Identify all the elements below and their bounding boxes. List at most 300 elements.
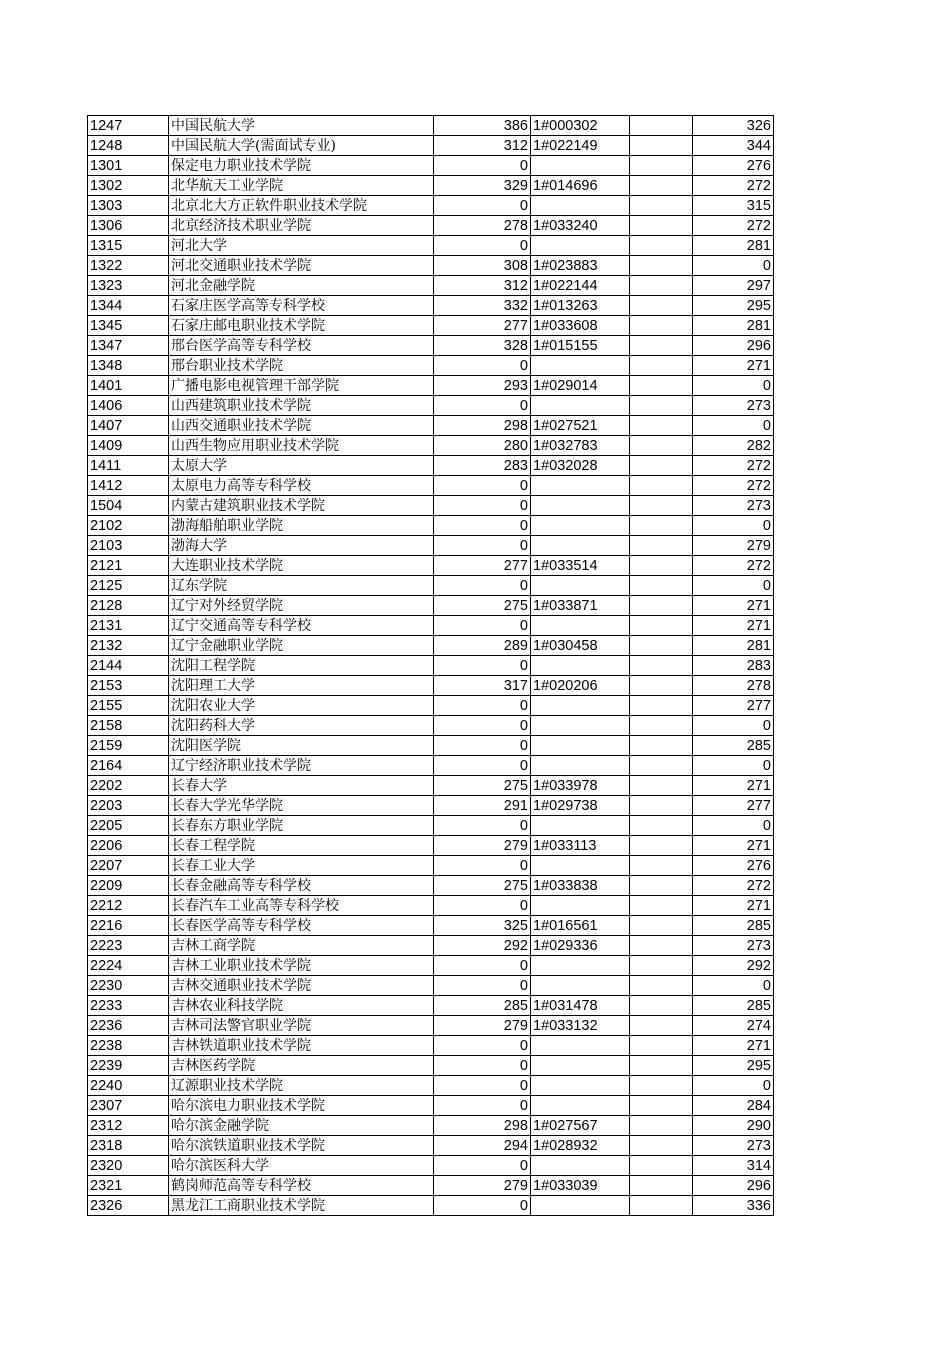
- table-row: [88, 196, 774, 216]
- last-score-cell: 0: [693, 756, 774, 776]
- blank-cell: [630, 776, 693, 796]
- score-cell: 0: [434, 816, 531, 836]
- last-score-cell: 285: [693, 736, 774, 756]
- last-score-cell: 271: [693, 616, 774, 636]
- school-name-cell: 沈阳医学院: [169, 736, 434, 756]
- score-cell: 0: [434, 356, 531, 376]
- last-score-cell: 0: [693, 816, 774, 836]
- last-score-cell: 292: [693, 956, 774, 976]
- blank-cell: [630, 976, 693, 996]
- school-name-cell: 辽宁交通高等专科学校: [169, 616, 434, 636]
- school-name-cell: 吉林工业职业技术学院: [169, 956, 434, 976]
- blank-cell: [630, 316, 693, 336]
- blank-cell: [630, 936, 693, 956]
- blank-cell: [630, 656, 693, 676]
- table-row: [88, 1176, 774, 1196]
- table-row: [88, 1016, 774, 1036]
- score-cell: 386: [434, 116, 531, 136]
- blank-cell: [630, 996, 693, 1016]
- school-name-cell: 广播电影电视管理干部学院: [169, 376, 434, 396]
- score-cell: 0: [434, 756, 531, 776]
- rank-cell: 1#033514: [531, 556, 630, 576]
- score-cell: 279: [434, 836, 531, 856]
- last-score-cell: 271: [693, 596, 774, 616]
- last-score-cell: 271: [693, 356, 774, 376]
- school-name-cell: 哈尔滨铁道职业技术学院: [169, 1136, 434, 1156]
- school-code-cell: 2125: [88, 576, 169, 596]
- rank-cell: 1#033608: [531, 316, 630, 336]
- rank-cell: [531, 816, 630, 836]
- table-row: [88, 736, 774, 756]
- score-cell: 0: [434, 156, 531, 176]
- score-cell: 0: [434, 1036, 531, 1056]
- last-score-cell: 297: [693, 276, 774, 296]
- table-row: [88, 856, 774, 876]
- blank-cell: [630, 876, 693, 896]
- table-row: [88, 436, 774, 456]
- school-name-cell: 吉林司法警官职业学院: [169, 1016, 434, 1036]
- school-code-cell: 1348: [88, 356, 169, 376]
- blank-cell: [630, 616, 693, 636]
- school-code-cell: 1247: [88, 116, 169, 136]
- school-name-cell: 辽东学院: [169, 576, 434, 596]
- school-code-cell: 1303: [88, 196, 169, 216]
- table-row: [88, 656, 774, 676]
- table-row: [88, 396, 774, 416]
- last-score-cell: 272: [693, 556, 774, 576]
- rank-cell: 1#027521: [531, 416, 630, 436]
- last-score-cell: 272: [693, 876, 774, 896]
- score-cell: 0: [434, 1056, 531, 1076]
- blank-cell: [630, 256, 693, 276]
- blank-cell: [630, 436, 693, 456]
- school-name-cell: 中国民航大学: [169, 116, 434, 136]
- school-code-cell: 2144: [88, 656, 169, 676]
- score-cell: 325: [434, 916, 531, 936]
- last-score-cell: 283: [693, 656, 774, 676]
- table-row: [88, 1096, 774, 1116]
- school-name-cell: 太原电力高等专科学校: [169, 476, 434, 496]
- blank-cell: [630, 396, 693, 416]
- score-cell: 308: [434, 256, 531, 276]
- rank-cell: [531, 356, 630, 376]
- last-score-cell: 0: [693, 376, 774, 396]
- last-score-cell: 296: [693, 336, 774, 356]
- last-score-cell: 0: [693, 976, 774, 996]
- rank-cell: [531, 896, 630, 916]
- admission-score-table: [87, 115, 774, 1216]
- school-code-cell: 2216: [88, 916, 169, 936]
- school-code-cell: 2103: [88, 536, 169, 556]
- last-score-cell: 290: [693, 1116, 774, 1136]
- school-name-cell: 沈阳药科大学: [169, 716, 434, 736]
- score-cell: 293: [434, 376, 531, 396]
- school-code-cell: 2230: [88, 976, 169, 996]
- last-score-cell: 314: [693, 1156, 774, 1176]
- rank-cell: [531, 156, 630, 176]
- blank-cell: [630, 556, 693, 576]
- blank-cell: [630, 496, 693, 516]
- score-cell: 283: [434, 456, 531, 476]
- rank-cell: 1#023883: [531, 256, 630, 276]
- score-cell: 298: [434, 1116, 531, 1136]
- last-score-cell: 273: [693, 396, 774, 416]
- rank-cell: [531, 1076, 630, 1096]
- last-score-cell: 0: [693, 576, 774, 596]
- blank-cell: [630, 156, 693, 176]
- blank-cell: [630, 1116, 693, 1136]
- blank-cell: [630, 756, 693, 776]
- score-cell: 0: [434, 956, 531, 976]
- blank-cell: [630, 1176, 693, 1196]
- table-row: [88, 616, 774, 636]
- score-cell: 0: [434, 396, 531, 416]
- rank-cell: [531, 536, 630, 556]
- table-row: [88, 676, 774, 696]
- table-row: [88, 216, 774, 236]
- rank-cell: [531, 696, 630, 716]
- school-code-cell: 1406: [88, 396, 169, 416]
- table-row: [88, 596, 774, 616]
- table-row: [88, 1156, 774, 1176]
- last-score-cell: 0: [693, 256, 774, 276]
- rank-cell: [531, 1036, 630, 1056]
- last-score-cell: 273: [693, 936, 774, 956]
- table-row: [88, 776, 774, 796]
- rank-cell: [531, 576, 630, 596]
- score-cell: 0: [434, 856, 531, 876]
- school-code-cell: 1323: [88, 276, 169, 296]
- blank-cell: [630, 576, 693, 596]
- school-code-cell: 2209: [88, 876, 169, 896]
- school-code-cell: 2164: [88, 756, 169, 776]
- table-row: [88, 1036, 774, 1056]
- table-row: [88, 1116, 774, 1136]
- blank-cell: [630, 676, 693, 696]
- blank-cell: [630, 536, 693, 556]
- rank-cell: [531, 956, 630, 976]
- score-cell: 0: [434, 1076, 531, 1096]
- table-row: [88, 996, 774, 1016]
- table-row: [88, 496, 774, 516]
- rank-cell: [531, 616, 630, 636]
- table-row: [88, 1136, 774, 1156]
- last-score-cell: 284: [693, 1096, 774, 1116]
- table-row: [88, 296, 774, 316]
- last-score-cell: 281: [693, 236, 774, 256]
- blank-cell: [630, 1016, 693, 1036]
- school-code-cell: 2238: [88, 1036, 169, 1056]
- school-name-cell: 北京北大方正软件职业技术学院: [169, 196, 434, 216]
- rank-cell: [531, 496, 630, 516]
- school-code-cell: 2207: [88, 856, 169, 876]
- score-cell: 278: [434, 216, 531, 236]
- school-code-cell: 1306: [88, 216, 169, 236]
- school-name-cell: 辽宁对外经贸学院: [169, 596, 434, 616]
- rank-cell: 1#029014: [531, 376, 630, 396]
- school-name-cell: 石家庄医学高等专科学校: [169, 296, 434, 316]
- rank-cell: [531, 1196, 630, 1216]
- rank-cell: [531, 976, 630, 996]
- rank-cell: 1#013263: [531, 296, 630, 316]
- school-name-cell: 邢台医学高等专科学校: [169, 336, 434, 356]
- rank-cell: 1#022149: [531, 136, 630, 156]
- school-code-cell: 2223: [88, 936, 169, 956]
- last-score-cell: 295: [693, 1056, 774, 1076]
- rank-cell: 1#031478: [531, 996, 630, 1016]
- table-row: [88, 516, 774, 536]
- school-code-cell: 1322: [88, 256, 169, 276]
- last-score-cell: 285: [693, 996, 774, 1016]
- school-code-cell: 1409: [88, 436, 169, 456]
- school-name-cell: 长春大学: [169, 776, 434, 796]
- school-name-cell: 长春东方职业学院: [169, 816, 434, 836]
- rank-cell: 1#033113: [531, 836, 630, 856]
- rank-cell: 1#032028: [531, 456, 630, 476]
- blank-cell: [630, 1076, 693, 1096]
- score-cell: 275: [434, 776, 531, 796]
- last-score-cell: 276: [693, 156, 774, 176]
- last-score-cell: 281: [693, 636, 774, 656]
- last-score-cell: 272: [693, 476, 774, 496]
- rank-cell: [531, 756, 630, 776]
- blank-cell: [630, 816, 693, 836]
- last-score-cell: 295: [693, 296, 774, 316]
- score-cell: 0: [434, 896, 531, 916]
- school-name-cell: 河北交通职业技术学院: [169, 256, 434, 276]
- last-score-cell: 271: [693, 836, 774, 856]
- blank-cell: [630, 1056, 693, 1076]
- school-name-cell: 鹤岗师范高等专科学校: [169, 1176, 434, 1196]
- school-code-cell: 2236: [88, 1016, 169, 1036]
- table-row: [88, 936, 774, 956]
- table-row: [88, 376, 774, 396]
- last-score-cell: 271: [693, 896, 774, 916]
- last-score-cell: 278: [693, 676, 774, 696]
- school-name-cell: 黑龙江工商职业技术学院: [169, 1196, 434, 1216]
- rank-cell: [531, 856, 630, 876]
- blank-cell: [630, 896, 693, 916]
- school-name-cell: 吉林农业科技学院: [169, 996, 434, 1016]
- last-score-cell: 271: [693, 776, 774, 796]
- blank-cell: [630, 376, 693, 396]
- last-score-cell: 273: [693, 496, 774, 516]
- rank-cell: 1#033132: [531, 1016, 630, 1036]
- last-score-cell: 273: [693, 1136, 774, 1156]
- score-cell: 0: [434, 1096, 531, 1116]
- last-score-cell: 271: [693, 1036, 774, 1056]
- score-cell: 280: [434, 436, 531, 456]
- blank-cell: [630, 296, 693, 316]
- rank-cell: 1#028932: [531, 1136, 630, 1156]
- score-cell: 279: [434, 1176, 531, 1196]
- last-score-cell: 272: [693, 456, 774, 476]
- school-code-cell: 2121: [88, 556, 169, 576]
- school-code-cell: 2159: [88, 736, 169, 756]
- school-code-cell: 2153: [88, 676, 169, 696]
- blank-cell: [630, 856, 693, 876]
- rank-cell: [531, 236, 630, 256]
- school-name-cell: 吉林工商学院: [169, 936, 434, 956]
- blank-cell: [630, 956, 693, 976]
- score-cell: 329: [434, 176, 531, 196]
- table-row: [88, 1196, 774, 1216]
- score-cell: 328: [434, 336, 531, 356]
- school-name-cell: 中国民航大学(需面试专业): [169, 136, 434, 156]
- school-name-cell: 吉林交通职业技术学院: [169, 976, 434, 996]
- school-name-cell: 长春医学高等专科学校: [169, 916, 434, 936]
- rank-cell: [531, 656, 630, 676]
- rank-cell: [531, 396, 630, 416]
- rank-cell: 1#029738: [531, 796, 630, 816]
- table-row: [88, 1076, 774, 1096]
- rank-cell: [531, 476, 630, 496]
- school-code-cell: 2158: [88, 716, 169, 736]
- table-row: [88, 336, 774, 356]
- blank-cell: [630, 1096, 693, 1116]
- school-code-cell: 2102: [88, 516, 169, 536]
- table-row: [88, 476, 774, 496]
- table-row: [88, 416, 774, 436]
- school-code-cell: 2326: [88, 1196, 169, 1216]
- blank-cell: [630, 216, 693, 236]
- school-name-cell: 长春大学光华学院: [169, 796, 434, 816]
- rank-cell: 1#022144: [531, 276, 630, 296]
- rank-cell: 1#033039: [531, 1176, 630, 1196]
- score-cell: 0: [434, 516, 531, 536]
- blank-cell: [630, 196, 693, 216]
- blank-cell: [630, 1156, 693, 1176]
- rank-cell: 1#015155: [531, 336, 630, 356]
- score-cell: 0: [434, 1196, 531, 1216]
- last-score-cell: 277: [693, 696, 774, 716]
- rank-cell: 1#000302: [531, 116, 630, 136]
- score-cell: 332: [434, 296, 531, 316]
- score-cell: 275: [434, 596, 531, 616]
- school-code-cell: 1347: [88, 336, 169, 356]
- table-row: [88, 976, 774, 996]
- last-score-cell: 344: [693, 136, 774, 156]
- rank-cell: 1#016561: [531, 916, 630, 936]
- school-name-cell: 辽宁金融职业学院: [169, 636, 434, 656]
- blank-cell: [630, 516, 693, 536]
- table-row: [88, 536, 774, 556]
- score-cell: 0: [434, 716, 531, 736]
- score-cell: 277: [434, 316, 531, 336]
- rank-cell: 1#033838: [531, 876, 630, 896]
- rank-cell: 1#030458: [531, 636, 630, 656]
- school-name-cell: 沈阳农业大学: [169, 696, 434, 716]
- blank-cell: [630, 736, 693, 756]
- last-score-cell: 276: [693, 856, 774, 876]
- last-score-cell: 315: [693, 196, 774, 216]
- school-code-cell: 1345: [88, 316, 169, 336]
- rank-cell: [531, 716, 630, 736]
- school-code-cell: 2239: [88, 1056, 169, 1076]
- school-name-cell: 山西生物应用职业技术学院: [169, 436, 434, 456]
- school-code-cell: 2321: [88, 1176, 169, 1196]
- last-score-cell: 0: [693, 716, 774, 736]
- blank-cell: [630, 796, 693, 816]
- score-cell: 277: [434, 556, 531, 576]
- school-name-cell: 渤海船舶职业学院: [169, 516, 434, 536]
- school-code-cell: 2320: [88, 1156, 169, 1176]
- school-name-cell: 内蒙古建筑职业技术学院: [169, 496, 434, 516]
- score-cell: 0: [434, 496, 531, 516]
- last-score-cell: 336: [693, 1196, 774, 1216]
- school-name-cell: 山西交通职业技术学院: [169, 416, 434, 436]
- table-row: [88, 796, 774, 816]
- last-score-cell: 285: [693, 916, 774, 936]
- rank-cell: 1#033871: [531, 596, 630, 616]
- last-score-cell: 272: [693, 176, 774, 196]
- school-code-cell: 2233: [88, 996, 169, 1016]
- score-cell: 0: [434, 736, 531, 756]
- table-row: [88, 316, 774, 336]
- last-score-cell: 0: [693, 416, 774, 436]
- school-code-cell: 1315: [88, 236, 169, 256]
- table-row: [88, 876, 774, 896]
- rank-cell: [531, 1096, 630, 1116]
- table-row: [88, 816, 774, 836]
- school-name-cell: 太原大学: [169, 456, 434, 476]
- rank-cell: 1#033240: [531, 216, 630, 236]
- table-row: [88, 156, 774, 176]
- blank-cell: [630, 836, 693, 856]
- last-score-cell: 274: [693, 1016, 774, 1036]
- school-name-cell: 长春工程学院: [169, 836, 434, 856]
- school-name-cell: 吉林医药学院: [169, 1056, 434, 1076]
- last-score-cell: 281: [693, 316, 774, 336]
- score-cell: 0: [434, 976, 531, 996]
- last-score-cell: 277: [693, 796, 774, 816]
- school-name-cell: 北华航天工业学院: [169, 176, 434, 196]
- score-cell: 0: [434, 576, 531, 596]
- school-name-cell: 哈尔滨金融学院: [169, 1116, 434, 1136]
- last-score-cell: 0: [693, 516, 774, 536]
- blank-cell: [630, 716, 693, 736]
- school-name-cell: 沈阳工程学院: [169, 656, 434, 676]
- blank-cell: [630, 356, 693, 376]
- table-row: [88, 836, 774, 856]
- school-code-cell: 2202: [88, 776, 169, 796]
- school-code-cell: 2205: [88, 816, 169, 836]
- rank-cell: [531, 1156, 630, 1176]
- school-code-cell: 2224: [88, 956, 169, 976]
- school-name-cell: 辽宁经济职业技术学院: [169, 756, 434, 776]
- table-row: [88, 176, 774, 196]
- last-score-cell: 279: [693, 536, 774, 556]
- blank-cell: [630, 636, 693, 656]
- score-cell: 291: [434, 796, 531, 816]
- table-row: [88, 236, 774, 256]
- table-row: [88, 356, 774, 376]
- blank-cell: [630, 336, 693, 356]
- school-name-cell: 保定电力职业技术学院: [169, 156, 434, 176]
- blank-cell: [630, 416, 693, 436]
- blank-cell: [630, 696, 693, 716]
- school-code-cell: 1302: [88, 176, 169, 196]
- table-row: [88, 636, 774, 656]
- score-cell: 279: [434, 1016, 531, 1036]
- score-cell: 312: [434, 276, 531, 296]
- school-name-cell: 石家庄邮电职业技术学院: [169, 316, 434, 336]
- table-row: [88, 576, 774, 596]
- school-code-cell: 1504: [88, 496, 169, 516]
- blank-cell: [630, 596, 693, 616]
- last-score-cell: 296: [693, 1176, 774, 1196]
- table-row: [88, 916, 774, 936]
